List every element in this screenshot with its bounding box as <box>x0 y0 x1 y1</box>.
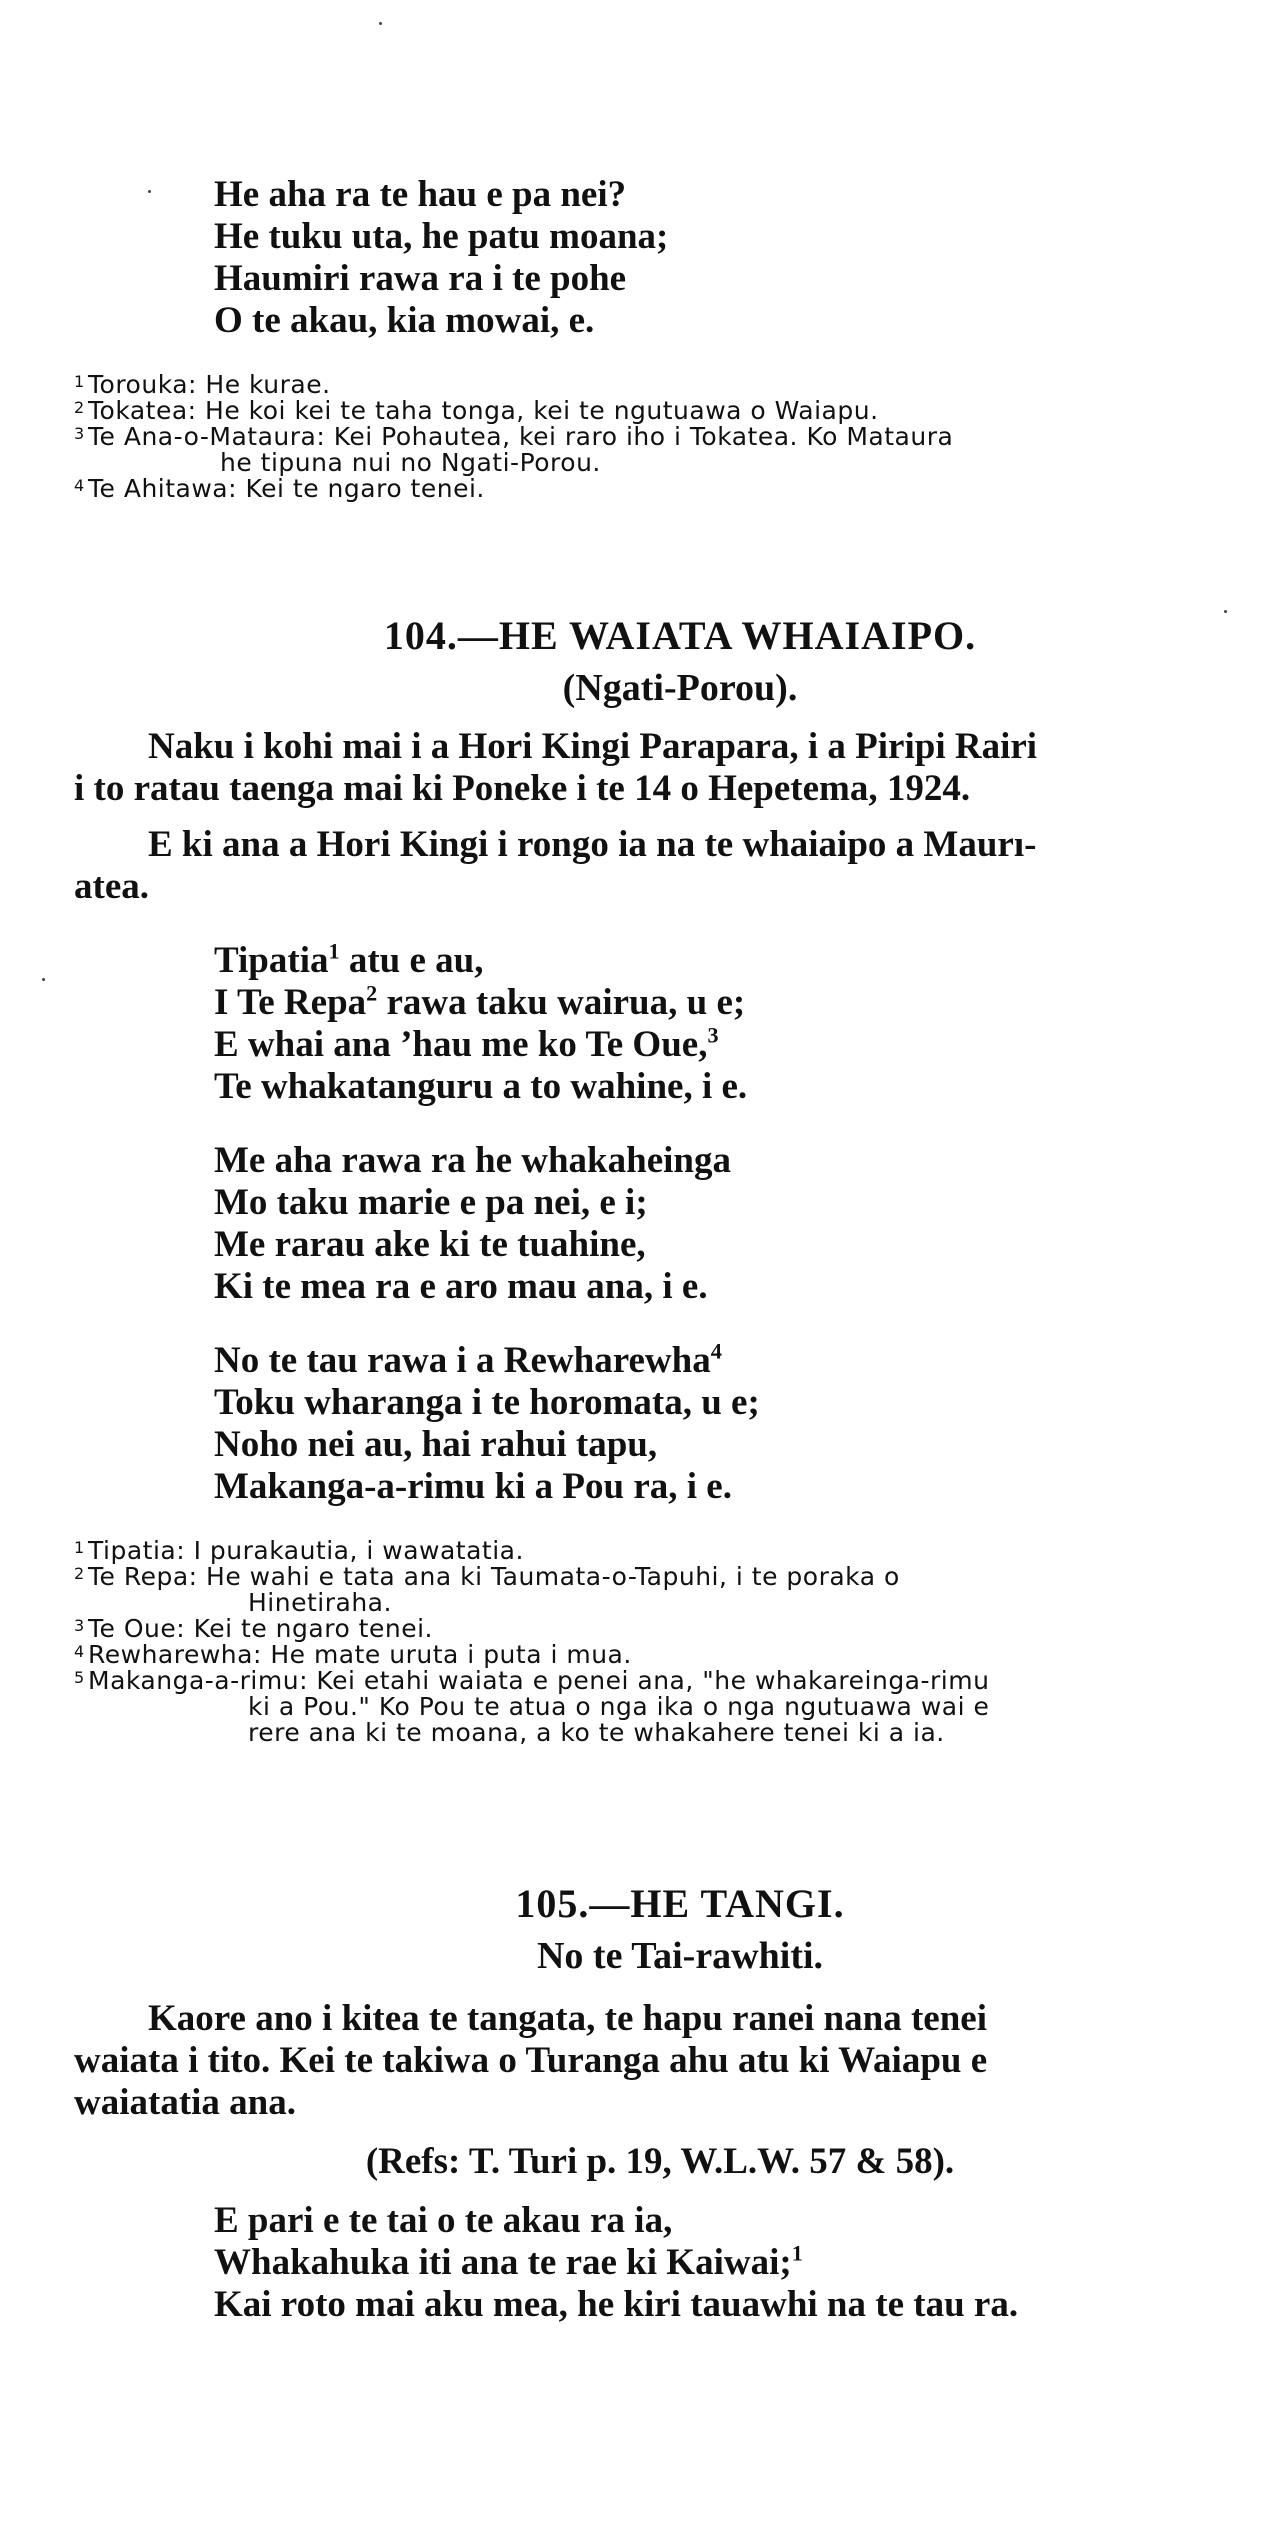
intro-line: atea. <box>74 866 149 907</box>
footnote-continuation: rere ana ki te moana, a ko te whakahere tenei ki a ia. <box>248 1718 945 1747</box>
footnote-continuation: Hinetiraha. <box>248 1588 392 1617</box>
verse-text: I Te Repa <box>214 982 367 1023</box>
intro-line: Naku i kohi mai i a Hori Kingi Parapara, i a Piripi Rairi <box>148 726 1038 767</box>
footnote-text: Te Repa: He wahi e tata ana ki Taumata-o-Tapuhi, i te poraka o <box>88 1562 900 1591</box>
footnote-text: Tipatia: I purakautia, i wawatatia. <box>88 1536 524 1565</box>
footnote-number: 5 <box>74 1668 85 1687</box>
verse-line <box>214 1024 747 1066</box>
footnote-continuation: he tipuna nui no Ngati-Porou. <box>220 448 601 477</box>
footnote <box>74 1642 1254 1668</box>
footnote-text: Rewharewha: He mate uruta i puta i mua. <box>88 1640 632 1669</box>
intro-line: i to ratau taenga mai ki Poneke i te 14 o Hepetema, 1924. <box>74 768 971 809</box>
song-105-intro <box>74 1998 1254 2124</box>
song-104-intro <box>74 726 1254 908</box>
footnote <box>74 1564 1254 1616</box>
intro-line: E ki ana a Hori Kingi i rongo ia na te whaiaipo a Maurı- <box>148 824 1037 865</box>
stanza-103-ending <box>214 174 668 342</box>
verse-text: atu e au, <box>339 940 484 981</box>
note-ref: 4 <box>710 1338 722 1364</box>
footnote-text: Tokatea: He koi kei te taha tonga, kei te ngutuawa o Waiapu. <box>88 396 879 425</box>
verse-line <box>214 940 747 982</box>
song-104-stanza-3 <box>214 1340 760 1508</box>
footnote <box>74 1668 1254 1746</box>
footnote-number: 4 <box>74 1642 85 1661</box>
intro-line: Kaore ano i kitea te tangata, te hapu ranei nana tenei <box>148 1998 987 2039</box>
footnote-text: Te Ana-o-Mataura: Kei Pohautea, kei raro iho i Tokatea. Ko Mataura <box>88 422 954 451</box>
footnotes-103 <box>74 372 1254 502</box>
footnote-number: 3 <box>74 424 85 443</box>
footnotes-104 <box>74 1538 1254 1746</box>
footnote <box>74 372 1254 398</box>
verse-line: E pari e te tai o te akau ra ia, <box>214 2200 673 2241</box>
footnote-text: Makanga-a-rimu: Kei etahi waiata e penei ana, "he whakareinga-rimu <box>88 1666 990 1695</box>
intro-line: waiatatia ana. <box>74 2082 296 2123</box>
song-104-subheading: (Ngati-Porou). <box>562 667 798 709</box>
footnote-number: 2 <box>74 398 85 417</box>
verse-line: Me rarau ake ki te tuahine, <box>214 1224 646 1265</box>
verse-line: Kai roto mai aku mea, he kiri tauawhi na te tau ra. <box>214 2284 1019 2325</box>
verse-text: Whakahuka iti ana te rae ki Kaiwai; <box>214 2242 792 2283</box>
footnote-text: Torouka: He kurae. <box>88 370 331 399</box>
verse-text: rawa taku wairua, u e; <box>377 982 746 1023</box>
verse-line: Te whakatanguru a to wahine, i e. <box>214 1066 748 1107</box>
verse-line: Ki te mea ra e aro mau ana, i e. <box>214 1266 708 1307</box>
footnote <box>74 476 1254 502</box>
footnote-number: 4 <box>74 476 85 495</box>
verse-line: Toku wharanga i te horomata, u e; <box>214 1382 760 1423</box>
verse-line: Mo taku marie e pa nei, e i; <box>214 1182 648 1223</box>
song-104-stanza-2 <box>214 1140 731 1308</box>
song-105-stanza <box>214 2200 1018 2326</box>
song-104-stanza-1 <box>214 940 747 1108</box>
verse-text: E whai ana ’hau me ko Te Oue, <box>214 1024 708 1065</box>
footnote <box>74 424 1254 476</box>
song-105-references: (Refs: T. Turi p. 19, W.L.W. 57 & 58). <box>365 2141 955 2182</box>
verse-line <box>214 1340 760 1382</box>
footnote-number: 2 <box>74 1564 85 1583</box>
verse-line: Makanga-a-rimu ki a Pou ra, i e. <box>214 1466 732 1507</box>
note-ref: 1 <box>791 2240 803 2266</box>
verse-line: Me aha rawa ra he whakaheinga <box>214 1140 731 1181</box>
print-speck <box>42 978 45 981</box>
verse-line: Haumiri rawa ra i te pohe <box>214 258 627 299</box>
verse-line <box>214 2242 1018 2284</box>
verse-line <box>214 982 747 1024</box>
print-speck <box>379 22 382 25</box>
note-ref: 2 <box>366 980 378 1006</box>
verse-line: He aha ra te hau e pa nei? <box>214 174 627 215</box>
intro-line: waiata i tito. Kei te takiwa o Turanga ahu atu ki Waiapu e <box>74 2040 988 2081</box>
song-105-subheading: No te Tai-rawhiti. <box>536 1935 824 1977</box>
footnote-number: 3 <box>74 1616 85 1635</box>
footnote-text: Te Oue: Kei te ngaro tenei. <box>88 1614 433 1643</box>
verse-text: Tipatia <box>214 940 329 981</box>
footnote-number: 1 <box>74 1538 85 1557</box>
footnote <box>74 398 1254 424</box>
song-105-heading: 105.—HE TANGI. <box>515 1881 845 1926</box>
footnote-number: 1 <box>74 372 85 391</box>
verse-line: Noho nei au, hai rahui tapu, <box>214 1424 658 1465</box>
note-ref: 3 <box>707 1022 719 1048</box>
note-ref: 1 <box>328 938 340 964</box>
verse-line: O te akau, kia mowai, e. <box>214 300 595 341</box>
song-104-heading: 104.—HE WAIATA WHAIAIPO. <box>383 613 977 658</box>
footnote <box>74 1616 1254 1642</box>
verse-text: No te tau rawa i a Rewharewha <box>214 1340 711 1381</box>
footnote-text: Te Ahitawa: Kei te ngaro tenei. <box>88 474 485 503</box>
footnote-continuation: ki a Pou." Ko Pou te atua o nga ika o nga ngutuawa wai e <box>248 1692 990 1721</box>
print-speck <box>148 190 151 193</box>
verse-line: He tuku uta, he patu moana; <box>214 216 669 257</box>
footnote <box>74 1538 1254 1564</box>
